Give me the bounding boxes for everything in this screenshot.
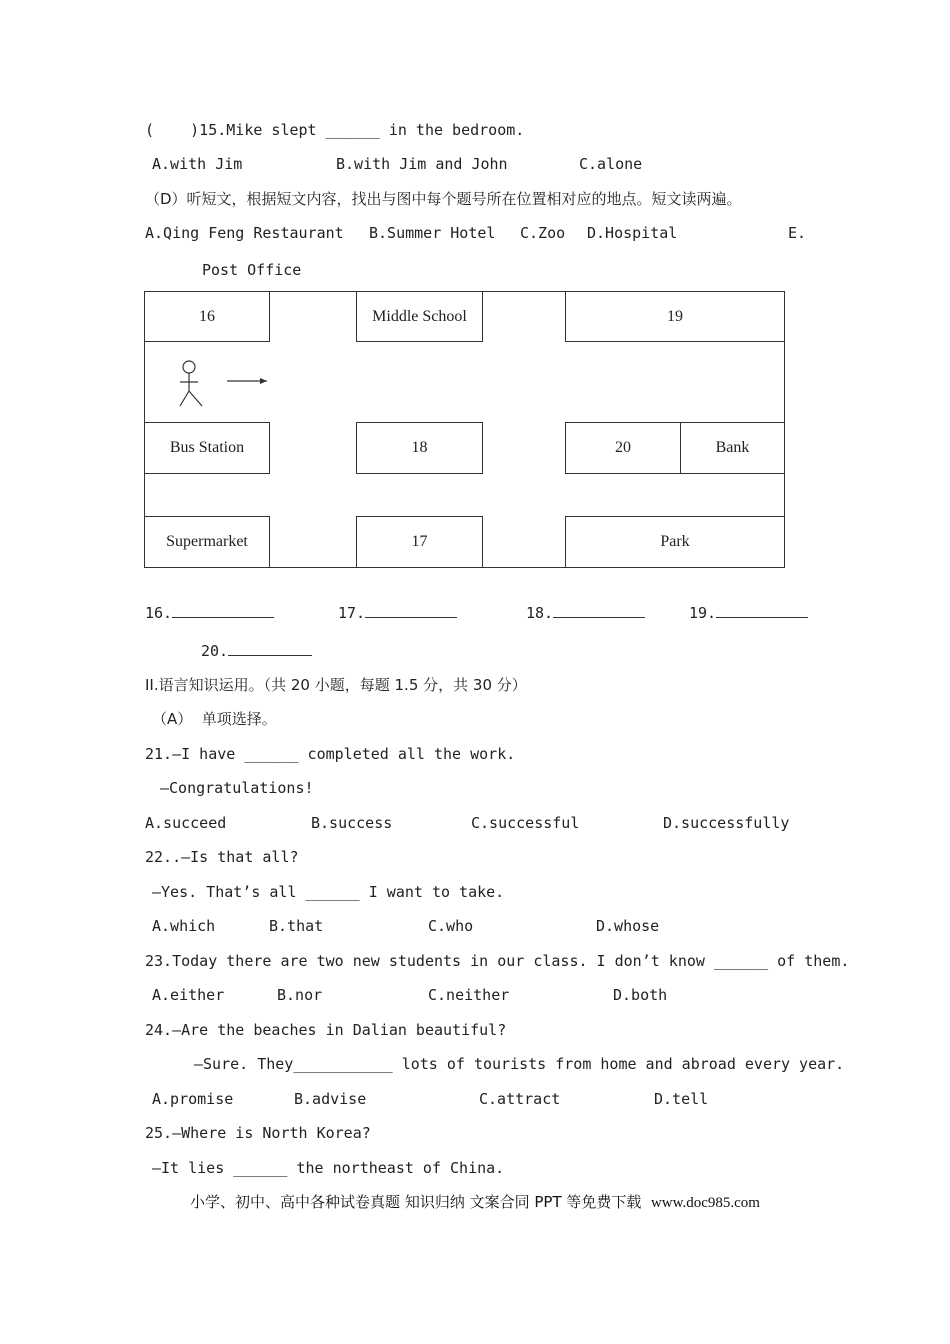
q24-option-b: B.advise	[294, 1090, 367, 1108]
q15-option-b: B.with Jim and John	[336, 155, 508, 173]
answer-18-blank[interactable]	[553, 603, 645, 618]
q22-option-d: D.whose	[596, 917, 660, 935]
q22-option-a: A.which	[152, 917, 216, 935]
q24-response: —Sure. They___________ lots of tourists from home and abroad every year.	[194, 1055, 845, 1073]
q15-stem: ( )15.Mike slept ______ in the bedroom.	[145, 121, 525, 139]
q25-stem: 25.—Where is North Korea?	[145, 1124, 371, 1142]
map-box-17: 17	[356, 516, 483, 568]
answer-20-blank[interactable]	[228, 641, 312, 656]
map-box-supermarket: Supermarket	[144, 516, 270, 568]
q23-option-c: C.neither	[428, 986, 510, 1004]
answer-17-label: 17.	[338, 604, 366, 622]
q23-option-b: B.nor	[277, 986, 323, 1004]
q21-option-b: B.success	[311, 814, 393, 832]
q21-option-a: A.succeed	[145, 814, 227, 832]
q22-option-b: B.that	[269, 917, 324, 935]
q25-response: —It lies ______ the northeast of China.	[152, 1159, 505, 1177]
q21-stem: 21.—I have ______ completed all the work.	[145, 745, 516, 763]
answer-17	[338, 603, 457, 623]
answer-17-blank[interactable]	[365, 603, 457, 618]
footer	[0, 1191, 950, 1212]
footer-url[interactable]: www.doc985.com	[650, 1195, 760, 1211]
answer-19	[689, 603, 808, 623]
answer-18	[526, 603, 645, 623]
q24-option-c: C.attract	[479, 1090, 561, 1108]
option-e: E.	[788, 224, 807, 242]
q23-stem: 23.Today there are two new students in our class. I don’t know ______ of them.	[145, 952, 850, 970]
map-box-16: 16	[144, 291, 270, 342]
answer-20	[201, 641, 312, 661]
q22-option-c: C.who	[428, 917, 474, 935]
map-box-bus-station: Bus Station	[144, 422, 270, 474]
option-c: C.Zoo	[520, 224, 566, 242]
q21-option-c: C.successful	[471, 814, 580, 832]
map-box-19: 19	[565, 291, 785, 342]
q21-option-d: D.successfully	[663, 814, 790, 832]
option-e-cont: Post Office	[202, 261, 302, 279]
option-a: A.Qing Feng Restaurant	[145, 224, 344, 242]
map-box-park: Park	[565, 516, 785, 568]
map-box-18: 18	[356, 422, 483, 474]
part2-title: II.语言知识运用。（共 20 小题，每题 1.5 分，共 30 分）	[145, 676, 527, 694]
q22-stem: 22..—Is that all?	[145, 848, 299, 866]
q23-option-a: A.either	[152, 986, 225, 1004]
option-d: D.Hospital	[587, 224, 678, 242]
answer-16	[145, 603, 274, 623]
answer-20-label: 20.	[201, 642, 229, 660]
map-box-bank: Bank	[680, 422, 785, 474]
q24-option-a: A.promise	[152, 1090, 234, 1108]
answer-19-blank[interactable]	[716, 603, 808, 618]
map-box-middle-school: Middle School	[356, 291, 483, 342]
option-b: B.Summer Hotel	[369, 224, 496, 242]
person-icon	[170, 356, 280, 408]
footer-text: 小学、初中、高中各种试卷真题 知识归纳 文案合同 PPT 等免费下载	[190, 1193, 642, 1211]
q15-option-c: C.alone	[579, 155, 643, 173]
section-d-instruction: （D）听短文，根据短文内容，找出与图中每个题号所在位置相对应的地点。短文读两遍。	[145, 190, 742, 208]
q24-stem: 24.—Are the beaches in Dalian beautiful?	[145, 1021, 507, 1039]
map-box-20: 20	[565, 422, 681, 474]
answer-18-label: 18.	[526, 604, 554, 622]
answer-16-label: 16.	[145, 604, 173, 622]
q15-option-a: A.with Jim	[152, 155, 243, 173]
answer-16-blank[interactable]	[172, 603, 274, 618]
part2-sub-a: （A） 单项选择。	[152, 710, 277, 728]
q22-response: —Yes. That’s all ______ I want to take.	[152, 883, 505, 901]
q23-option-d: D.both	[613, 986, 668, 1004]
answer-19-label: 19.	[689, 604, 717, 622]
q24-option-d: D.tell	[654, 1090, 709, 1108]
q21-response: —Congratulations!	[160, 779, 314, 797]
